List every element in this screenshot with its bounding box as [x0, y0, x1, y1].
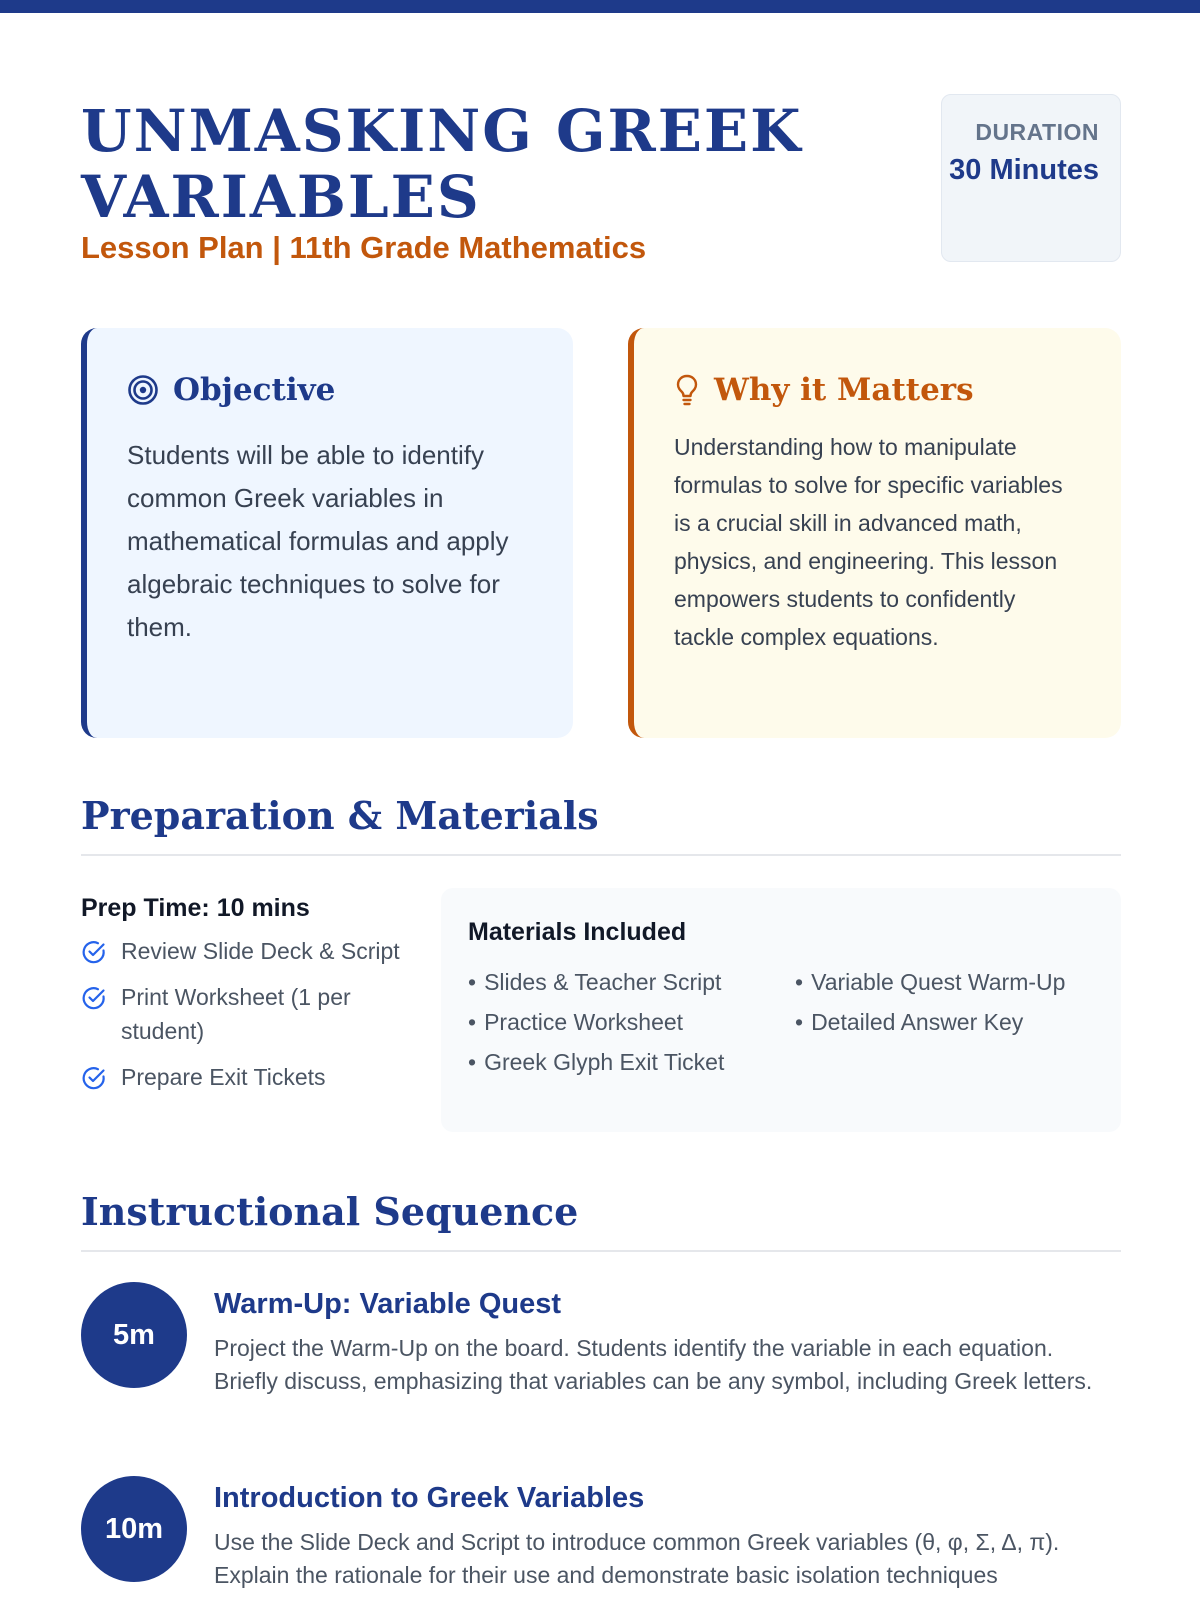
materials-list-left	[468, 962, 795, 1082]
check-circle-icon	[81, 1065, 107, 1091]
target-icon	[127, 374, 159, 406]
why-header	[674, 366, 1081, 414]
material-item: • Practice Worksheet	[468, 1002, 795, 1042]
step-description: Use the Slide Deck and Script to introduce common Greek variables (θ, φ, Σ, Δ, π). Explain the rationale for their use and demonstrate basic isolation techniques	[214, 1529, 1060, 1588]
material-item: • Variable Quest Warm-Up	[795, 962, 1065, 1002]
materials-box	[441, 888, 1121, 1132]
step-content	[214, 1282, 1121, 1398]
step-title: Introduction to Greek Variables	[214, 1482, 645, 1514]
why-text: Understanding how to manipulate formulas to solve for specific variables is a crucial skill in advanced math, physics, and engineering. This lesson empowers students to confidently tackle complex equations.	[674, 434, 1063, 650]
page-title: UNMASKING GREEK VARIABLES	[81, 97, 803, 231]
prep-item-label: Review Slide Deck & Script	[121, 938, 400, 964]
step-time-badge: 5m	[81, 1282, 187, 1388]
check-circle-icon	[81, 985, 107, 1011]
duration-card	[941, 94, 1121, 262]
material-item: • Greek Glyph Exit Ticket	[468, 1042, 795, 1082]
sequence-section-title: Instructional Sequence	[81, 1189, 1121, 1252]
objective-title: Objective	[173, 372, 336, 408]
prep-list	[81, 934, 421, 1094]
check-circle-icon	[81, 939, 107, 965]
preparation-section-title: Preparation & Materials	[81, 793, 1121, 856]
duration-label: DURATION	[975, 119, 1099, 145]
prep-item-label: Prepare Exit Tickets	[121, 1064, 326, 1090]
top-accent-bar	[0, 0, 1200, 13]
objective-card	[81, 328, 573, 738]
prep-item	[81, 980, 421, 1048]
page-subtitle: Lesson Plan | 11th Grade Mathematics	[81, 230, 647, 265]
prep-item	[81, 1060, 421, 1094]
why-it-matters-card	[628, 328, 1121, 738]
prep-item	[81, 934, 421, 968]
lightbulb-icon	[674, 373, 700, 407]
material-item: • Slides & Teacher Script	[468, 962, 795, 1002]
why-title: Why it Matters	[714, 372, 974, 408]
prep-time: Prep Time: 10 mins	[81, 894, 310, 922]
step-title: Warm-Up: Variable Quest	[214, 1288, 562, 1320]
materials-columns	[468, 962, 1094, 1082]
prep-checklist	[81, 890, 421, 1106]
objective-header	[127, 366, 533, 414]
duration-value: 30 Minutes	[949, 154, 1099, 186]
step-description: Project the Warm-Up on the board. Students identify the variable in each equation. Briefly discuss, emphasizing that variables can be any symbol, including Greek letters.	[214, 1335, 1093, 1394]
lesson-header	[81, 92, 1121, 282]
materials-list-right	[795, 962, 1065, 1082]
materials-title: Materials Included	[468, 918, 687, 946]
step-content	[214, 1476, 1121, 1592]
step-time-badge: 10m	[81, 1476, 187, 1582]
objective-text: Students will be able to identify common Greek variables in mathematical formulas and apply algebraic techniques to solve for them.	[127, 440, 509, 642]
prep-item-label: Print Worksheet (1 per student)	[121, 984, 351, 1044]
material-item: • Detailed Answer Key	[795, 1002, 1065, 1042]
